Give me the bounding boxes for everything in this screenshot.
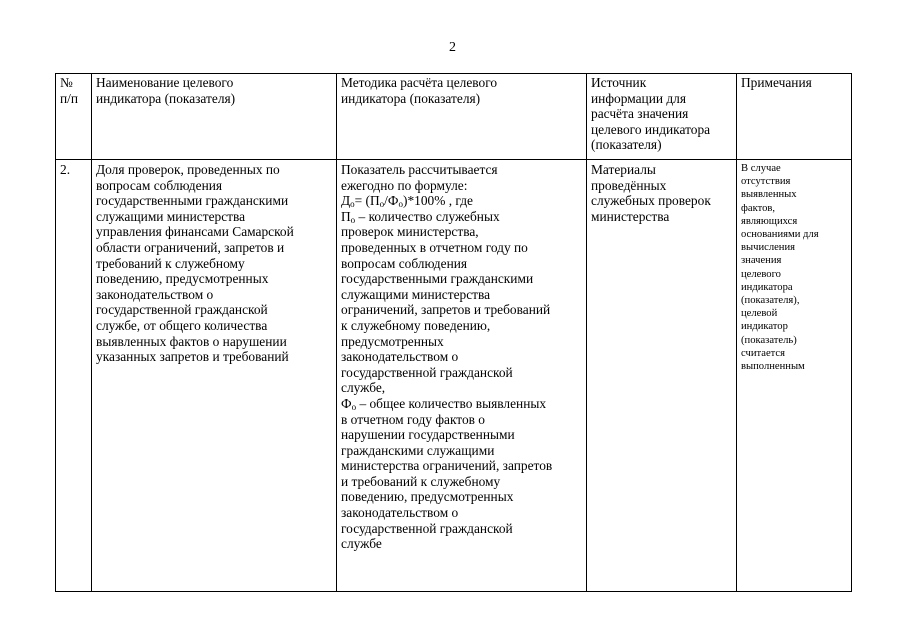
- table-row: [56, 160, 852, 592]
- row-calculation-method: Показатель рассчитывается ежегодно по формуле: $Д_о= (П_о/Ф_о)*100\%$ , где $П_о$ – количество служебных проверок министерства, проведенных в отчетном году по вопросам соблюдения государственными гражданскими служащими министерства ограничений, запретов и требований к служебному поведению, предусмотренных законодательством о государственной гражданской службе, $Ф_о$ – общее количество выявленных в отчетном году фактов о нарушении государственными гражданскими служащими министерства ограничений, запретов и требований к служебному поведению, предусмотренных законодательством о государственной гражданской службе: [337, 160, 587, 592]
- f-definition: $Ф_о$ – общее количество выявленных: [341, 395, 547, 412]
- indicator-table: [55, 73, 852, 592]
- row-notes: В случае отсутствия выявленных фактов, являющихся основаниями для вычисления значения целевого индикатора (показателя), целевой индикатор (показатель) считается выполненным: [737, 160, 852, 592]
- row-indicator-name: Доля проверок, проведенных по вопросам соблюдения государственными гражданскими служащими министерства управления финансами Самарской области ограничений, запретов и требований к служебному поведению, предусмотренных законодательством о государственной гражданской службе, от общего количества выявленных фактов о нарушении указанных запретов и требований: [92, 160, 337, 592]
- header-notes: Примечания: [737, 74, 852, 160]
- page-number: 2: [449, 40, 456, 55]
- header-name: Наименование целевого индикатора (показателя): [92, 74, 337, 160]
- row-num: 2.: [56, 160, 92, 592]
- row-information-source: Материалы проведённых служебных проверок министерства: [587, 160, 737, 592]
- header-num: № п/п: [56, 74, 92, 160]
- header-method: Методика расчёта целевого индикатора (показателя): [337, 74, 587, 160]
- table-header-row: [56, 74, 852, 160]
- p-definition: $П_о$ – количество служебных: [341, 208, 500, 225]
- formula: $Д_о= (П_о/Ф_о)*100\%$ , где: [341, 193, 474, 210]
- header-source: Источник информации для расчёта значения целевого индикатора (показателя): [587, 74, 737, 160]
